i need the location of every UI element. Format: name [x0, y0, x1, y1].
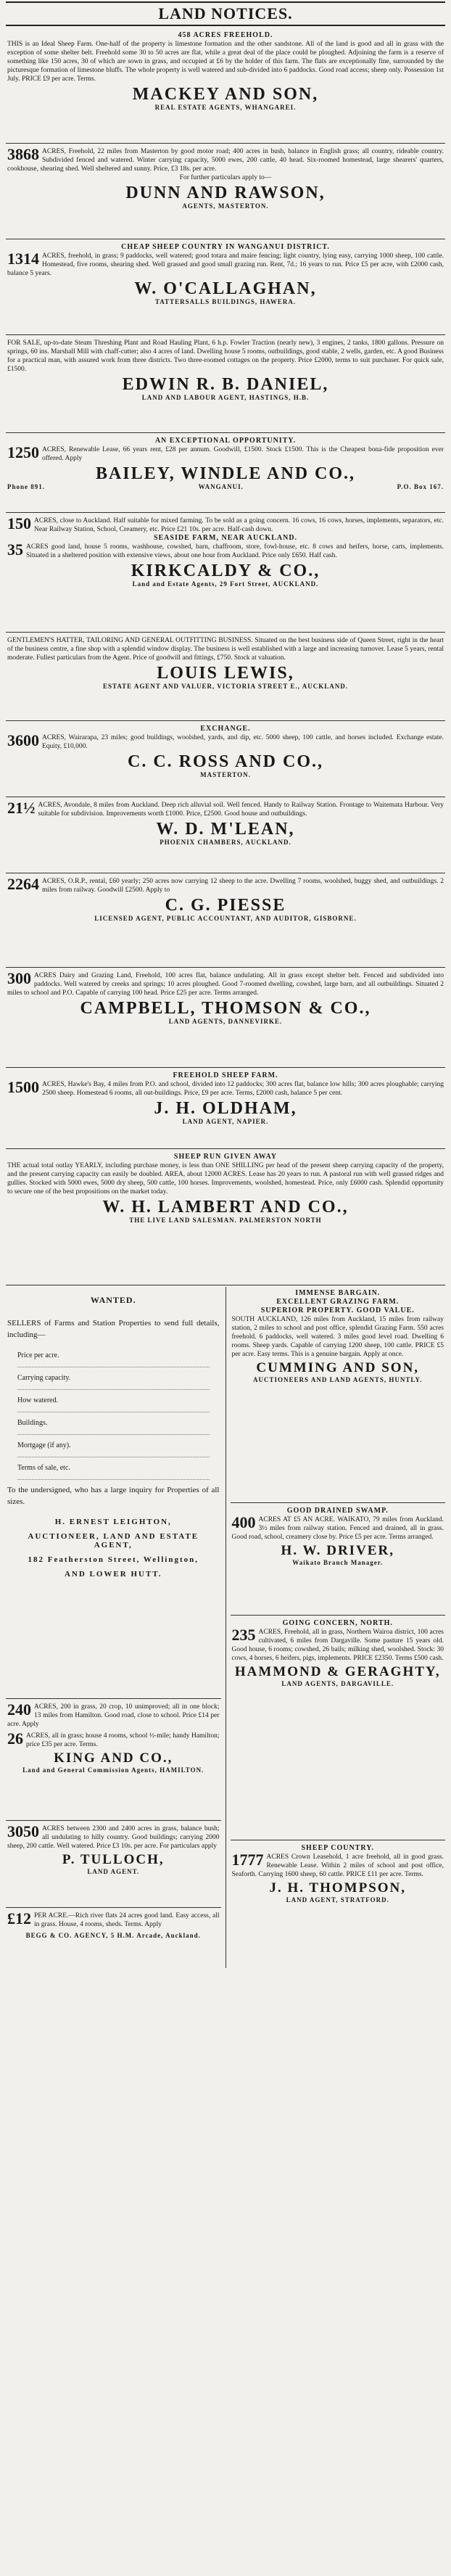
ad-ocallaghan — [6, 241, 445, 335]
ad-heading: EXCHANGE. — [200, 725, 251, 733]
ad-body-text: ACRES, Hawke's Bay, 4 miles from P.O. and school, divided into 12 paddocks; 300 acres flat, balance low hills; 300 acres ploughable; carrying 2500 sheep. Homestead 6 rooms, all out-buildings. Price, £9 per acre. Terms, £2000 cash, balance 5 per cent. — [42, 1081, 444, 1097]
ad-mackey — [6, 29, 445, 144]
ad-heading: EXCELLENT GRAZING FARM. — [276, 1298, 400, 1306]
ad-kirkcaldy — [6, 514, 445, 633]
ad-agent: J. H. THOMPSON, — [269, 1880, 407, 1896]
ad-heading: SHEEP COUNTRY. — [301, 1844, 375, 1852]
ad-body-text: ACRES between 2300 and 2400 acres in grass, balance bush; all undulating to hilly country. Good buildings; carrying 2000 sheep, 200 cattle. Well watered. Price £3 10s. per acre. For particulars apply — [7, 1825, 220, 1850]
ad-heading: SUPERIOR PROPERTY. GOOD VALUE. — [260, 1306, 415, 1314]
ad-acreage: 3868 — [7, 145, 39, 163]
ad-body: THE actual total outlay YEARLY, including purchase money, is less than ONE SHILLING per head of the present sheep carrying capacity of the property, and the present carrying capacity can easily be doubled. AREA, about 12000 ACRES. Lease has 20 years to run. A pastoral run with well grassed ridges and gullies. Stocked with 5000 ewes, 5000 dry sheep, 500 cattle, 100 horses. Improvements, woolshed, homestead. Price, only £6000 cash. Splendid opportunity to secure one of the best propositions on the market today. — [7, 1162, 444, 1196]
ad-body-text: ACRES AT £5 AN ACRE. WAIKATO, 79 miles from Auckland. 3½ miles from railway station. Fenced and drained, all in grass. Good road, school, creamery close by. Price £5 per acre. Terms arranged. — [231, 1516, 444, 1541]
ad-body — [7, 1729, 220, 1749]
ad-cumming — [231, 1287, 446, 1503]
ad-thompson — [231, 1842, 446, 1949]
ad-body-text: ACRES, 200 in grass, 20 crop, 10 unimproved; all in one block; 13 miles from Hamilton. Good road, close to school. Price £14 per acre. Apply — [7, 1703, 220, 1728]
ad-tulloch — [6, 1822, 221, 1908]
left-column — [6, 1287, 226, 1968]
ad-agent: W. H. LAMBERT AND CO., — [102, 1198, 349, 1217]
ad-body-text: ACRES, Freehold, all in grass, Northern Wairoa district, 100 acres cultivated, 6 miles from Dargaville. Some pasture 15 years old. Good house, 6 rooms; cowshed, 26 bails; milking shed, woolshed. Stock: 30 cows, 4 horses, 6 heifers, pigs, implements. PRICE £2350. Terms £500 cash. — [231, 1629, 444, 1662]
page-title: LAND NOTICES. — [6, 1, 445, 26]
field-line: Terms of sale, etc. — [17, 1457, 210, 1480]
ad-agent-address: 182 Featherston Street, Wellington, — [28, 1555, 199, 1564]
ad-heading: CHEAP SHEEP COUNTRY IN WANGANUI DISTRICT. — [121, 243, 330, 251]
ad-acreage: 3600 — [7, 731, 39, 749]
ad-body — [7, 252, 444, 278]
ad-agent: LOUIS LEWIS, — [157, 664, 294, 683]
ad-dunn-rawson — [6, 145, 445, 239]
ad-body — [232, 1515, 444, 1542]
ad-agent-address: REAL ESTATE AGENTS, WHANGAREI. — [154, 104, 297, 111]
ad-acreage: 21½ — [7, 799, 36, 817]
ad-body-text: ACRES, O.R.P., rental, £60 yearly; 250 acres now carrying 12 sheep to the acre. Dwelling 7 rooms, woolshed, buggy shed, and outbuildings. 2 miles from railway. Goodwill £2500. Apply to — [42, 878, 444, 894]
ad-heading: WANTED. — [90, 1295, 136, 1305]
ad-oldham — [6, 1069, 445, 1149]
ad-agent-town: AND LOWER HUTT. — [64, 1570, 162, 1579]
ad-body: FOR SALE, up-to-date Steam Threshing Plant and Road Hauling Plant, 6 h.p. Fowler Traction (nearly new), 3 engines, 2 tanks, 1800 gallons. Pressure on springs, 60 ins. Marshall Mill with chaff-cutter; also 4 acres of land. Dwelling house 5 rooms, outbuildings, good stable, 2 wells, garden, etc. A good Business for a practical man, with assured work from three districts. Two three-roomed cottages on the property. Price £2000, terms to suit purchaser. For quick sale, £1500. — [7, 340, 444, 373]
ad-agent: W. D. M'LEAN, — [156, 820, 295, 839]
ad-king — [6, 1700, 221, 1821]
ad-outro: To the undersigned, who has a large inquiry for Properties of all sizes. — [7, 1486, 220, 1506]
ad-agent-address: ESTATE AGENT AND VALUER, VICTORIA STREET E., AUCKLAND. — [102, 683, 348, 690]
ad-acreage: 240 — [7, 1700, 31, 1719]
ad-bailey-windle — [6, 435, 445, 513]
ad-body-text: PER ACRE.—Rich river flats 24 acres good land. Easy access, all in grass. House, 4 rooms, sheds. Terms. Apply — [34, 1912, 220, 1928]
ad-agent: H. W. DRIVER, — [281, 1543, 394, 1558]
ad-body — [7, 733, 444, 751]
ad-apply: For further particulars apply to— — [179, 174, 272, 181]
ad-acreage: 3050 — [7, 1822, 39, 1840]
ad-agent: C. G. PIESSE — [165, 896, 286, 915]
ad-body — [7, 1909, 220, 1929]
ad-agent: KING AND CO., — [54, 1750, 173, 1766]
ad-agent: C. C. ROSS AND CO., — [127, 752, 324, 771]
ad-agent-address: LICENSED AGENT, PUBLIC ACCOUNTANT, AND AUDITOR, GISBORNE. — [94, 915, 357, 922]
ad-body — [7, 877, 444, 894]
ad-acreage: 1500 — [7, 1078, 39, 1096]
ad-body-text: ACRES Dairy and Grazing Land, Freehold, 100 acres flat, balance undulating. All in grass except shelter belt. Fenced and subdivided into paddocks. Well watered by creeks and springs; 10 acres ploughed. Good 7-roomed dwelling, cowshed, large barn, and all outbuildings. Situated 2 miles to school and P.O. Capable of carrying 100 head. Price £25 per acre. Terms arranged. — [7, 972, 444, 997]
ad-body: SOUTH AUCKLAND, 126 miles from Auckland, 15 miles from railway station, 2 miles to school and post office, splendid Grazing Farm. 550 acres freehold. 6 paddocks, well watered. 3 miles good level road. Dwelling 6 rooms. Sheep yards. Capable of carrying 1200 sheep, 100 cattle. PRICE £5 per acre. Easy terms. This is a genuine bargain. Apply at once. — [231, 1316, 444, 1358]
ad-acreage: 1314 — [7, 250, 39, 268]
ad-agent-address: THE LIVE LAND SALESMAN. PALMERSTON NORTH — [129, 1217, 322, 1224]
ad-heading: GOOD DRAINED SWAMP. — [286, 1507, 389, 1515]
ad-agent: J. H. OLDHAM, — [154, 1099, 297, 1118]
ad-body — [232, 1853, 444, 1879]
ad-acreage: 2264 — [7, 875, 39, 893]
ad-ross — [6, 723, 445, 797]
ad-heading: IMMENSE BARGAIN. — [295, 1289, 381, 1297]
ad-agent-address: Land and Estate Agents, 29 Fort Street, AUCKLAND. — [132, 580, 319, 588]
field-line: Carrying capacity. — [17, 1367, 210, 1390]
ad-body — [7, 971, 444, 997]
ad-acreage: 1250 — [7, 443, 39, 461]
ad-begg — [6, 1909, 221, 1967]
ad-body-text: ACRES, close to Auckland. Half suitable for mixed farming. To be sold as a going concern. 16 cows, 16 cows, horses, implements, separators, etc. Near Railway Station, School, Creamery, etc. Price £21 10s. per acre. Half-cash down. — [34, 517, 444, 533]
ad-body — [7, 445, 444, 463]
ad-agent: P. TULLOCH, — [62, 1852, 165, 1867]
ad-body-text: ACRES, Freehold, 22 miles from Masterton by good motor road; 400 acres in bush, balance in English grass; all country, rideable country. Subdivided fenced and watered. Winter carrying capacity, 5000 ewes, 200 cattle, 40 head. Six-roomed homestead, large shearers' quarters, cookhouse, shearing shed. Well sheltered and sunny. Price, £3 18s. per acre. — [7, 148, 444, 173]
ad-agent: W. O'CALLAGHAN, — [134, 279, 317, 298]
ad-body — [7, 1080, 444, 1098]
ad-acreage: 150 — [7, 514, 31, 532]
ad-acreage: 35 — [7, 540, 23, 559]
field-line: Mortgage (if any). — [17, 1435, 210, 1457]
field-line: How watered. — [17, 1390, 210, 1412]
ad-agent: EDWIN R. B. DANIEL, — [122, 375, 329, 394]
ad-agent: KIRKCALDY & CO., — [131, 561, 320, 580]
ad-agent-address: PHOENIX CHAMBERS, AUCKLAND. — [160, 839, 291, 846]
right-column — [226, 1287, 446, 1968]
ad-body: GENTLEMEN'S HATTER, TAILORING AND GENERAL OUTFITTING BUSINESS. Situated on the best business side of Queen Street, right in the heart of the business centre, a fine shop with a splendid window display. The business is well established with a large and increasing turnover. Lease 5 years, rental moderate. Fullest particulars from the Agent. Price of goodwill and fittings, £750. Stock at valuation. — [7, 637, 444, 662]
ad-agent: HAMMOND & GERAGHTY, — [234, 1664, 441, 1679]
ad-agent-title: AUCTIONEER, LAND AND ESTATE AGENT, — [28, 1532, 199, 1550]
ad-body — [7, 540, 444, 560]
ad-body-text: ACRES, Avondale, 8 miles from Auckland. Deep rich alluvial soil. Well fenced. Handy to Railway Station. Frontage to Waitemata Harbour. Very suitable for subdivision. Improvements worth £1000. Price, £2500. Good house and outbuildings. — [38, 802, 444, 818]
ad-hammond — [231, 1617, 446, 1840]
ad-acreage: 400 — [231, 1513, 256, 1531]
field-list — [7, 1341, 220, 1484]
ad-box: P.O. Box 167. — [397, 483, 444, 490]
ad-agent: BEGG & CO. AGENCY, 5 H.M. Arcade, Auckland. — [25, 1932, 201, 1939]
ad-body-text: ACRES good land, house 5 rooms, washhouse, cowshed, barn, chaffroom, store, fowl-house, etc. 8 cows and heifers, horse, carts, implements. Situated in a sheltered position with extensive views, about one hour from Auckland. Price only £650. Half cash. — [26, 543, 444, 559]
ad-agent-address: TATTERSALLS BUILDINGS, HAWERA. — [154, 298, 297, 305]
ad-acreage: 26 — [7, 1729, 23, 1748]
field-line: Buildings. — [17, 1412, 210, 1435]
ad-driver — [231, 1505, 446, 1616]
ad-agent-address: LAND AGENT, NAPIER. — [182, 1118, 269, 1125]
ad-agent-address: LAND AGENT, STRATFORD. — [286, 1896, 389, 1904]
ad-heading: 458 ACRES FREEHOLD. — [178, 31, 273, 39]
ad-agent-address: MASTERTON. — [200, 771, 251, 778]
ad-agent: MACKEY AND SON, — [132, 85, 319, 104]
ad-heading: AN EXCEPTIONAL OPPORTUNITY. — [154, 437, 297, 445]
ad-heading: FREEHOLD SHEEP FARM. — [173, 1071, 278, 1079]
newspaper-page — [6, 0, 445, 1968]
ad-agent-address: LAND AGENTS, DANNEVIRKE. — [168, 1018, 283, 1025]
ad-agent: H. ERNEST LEIGHTON, — [54, 1518, 172, 1526]
ad-agent: BAILEY, WINDLE AND CO., — [95, 464, 356, 483]
ad-agent: DUNN AND RAWSON, — [125, 184, 326, 202]
ad-campbell-thomson — [6, 969, 445, 1068]
ad-acreage: 300 — [7, 969, 31, 987]
ad-body — [232, 1628, 444, 1663]
ad-body-text: ACRES, Wairarapa, 23 miles; good buildings, woolshed, yards, and dip, etc. 5000 sheep, 100 cattle, and horses included. Exchange estate. Equity, £10,000. — [42, 734, 444, 750]
ad-body: THIS is an Ideal Sheep Farm. One-half of the property is limestone formation and the other sandstone. All of the land is good and all in grass with the exception of some shelter belt. Freehold some 30 to 50 acres are flat, while a great deal of the place could be ploughed. Adjoining the farm is a reserve of something like 150 acres, 30 of which are sown in grass, and occupied at £6 by the holder of this farm. The flats are exceptionally fine, surrounded by the picturesque formation of limestone bluffs. The whole property is well watered and sub-divided into 6 paddocks. Good road access; sheep only. Possession 1st July. PRICE £9 per acre. Terms. — [7, 41, 444, 83]
ad-body — [7, 147, 444, 173]
ad-body — [7, 1700, 220, 1729]
ad-mclean — [6, 799, 445, 873]
ad-body-text: ACRES, freehold, in grass; 9 paddocks, well watered; good totara and maire fencing; light country, lying easy, carrying 1000 sheep, 100 cattle. Homestead, five rooms, shearing shed. Well grassed and good small grazing run. Rent, 7d.; 16 years to run. Price £5 per acre, with £2000 cash, balance 5 years. — [7, 252, 444, 277]
ad-heading: SHEEP RUN GIVEN AWAY — [173, 1153, 278, 1161]
ad-agent-address: AGENTS, MASTERTON. — [182, 202, 269, 210]
ad-agent-address — [7, 483, 444, 490]
ad-acreage: 235 — [231, 1626, 256, 1644]
ad-agent-address: Waikato Branch Manager. — [292, 1559, 384, 1566]
ad-body — [7, 1824, 220, 1851]
ad-heading: GOING CONCERN, NORTH. — [282, 1619, 393, 1627]
two-column-section — [6, 1287, 445, 1968]
field-line: Price per acre. — [17, 1345, 210, 1367]
ad-wanted — [6, 1287, 221, 1699]
ad-body-text: ACRES, all in grass; house 4 rooms, school ½-mile; handy Hamilton; price £35 per acre. Terms. — [26, 1732, 220, 1748]
ad-body-text: ACRES Crown Leasehold, 1 acre freehold, all in good grass. Renewable Lease. Within 2 miles of school and post office, Seaforth. Carrying 1600 sheep, 60 cattle. PRICE £11 per acre. Terms. — [231, 1853, 444, 1878]
ad-piesse — [6, 875, 445, 968]
ad-town: WANGANUI. — [198, 483, 244, 490]
ad-body-text: ACRES, Renewable Lease, 66 years rent, £28 per annum. Goodwill, £1500. Stock £1500. This is the Cheapest bona-fide proposition ever offered. Apply — [42, 446, 444, 462]
ad-intro: SELLERS of Farms and Station Properties to send full details, including— — [7, 1319, 220, 1339]
ad-agent-address: LAND AND LABOUR AGENT, HASTINGS, H.B. — [141, 394, 310, 401]
ad-agent: CAMPBELL, THOMSON & CO., — [80, 999, 371, 1018]
ad-acreage: 1777 — [231, 1851, 264, 1869]
ad-agent-address: Land and General Commission Agents, HAMILTON. — [22, 1766, 204, 1774]
ad-phone: Phone 891. — [7, 483, 46, 490]
ad-body — [7, 514, 444, 534]
ad-heading: SEASIDE FARM, NEAR AUCKLAND. — [153, 534, 298, 542]
ad-body — [7, 801, 444, 818]
ad-agent-address: LAND AGENT. — [87, 1868, 140, 1875]
ad-lambert — [6, 1151, 445, 1285]
ad-acreage: £12 — [7, 1909, 31, 1927]
ad-agent-address: AUCTIONEERS AND LAND AGENTS, HUNTLY. — [253, 1376, 423, 1383]
ad-agent-address: LAND AGENTS, DARGAVILLE. — [281, 1680, 394, 1687]
ad-louis-lewis — [6, 634, 445, 721]
ad-agent: CUMMING AND SON, — [256, 1360, 420, 1375]
ad-daniel — [6, 337, 445, 433]
